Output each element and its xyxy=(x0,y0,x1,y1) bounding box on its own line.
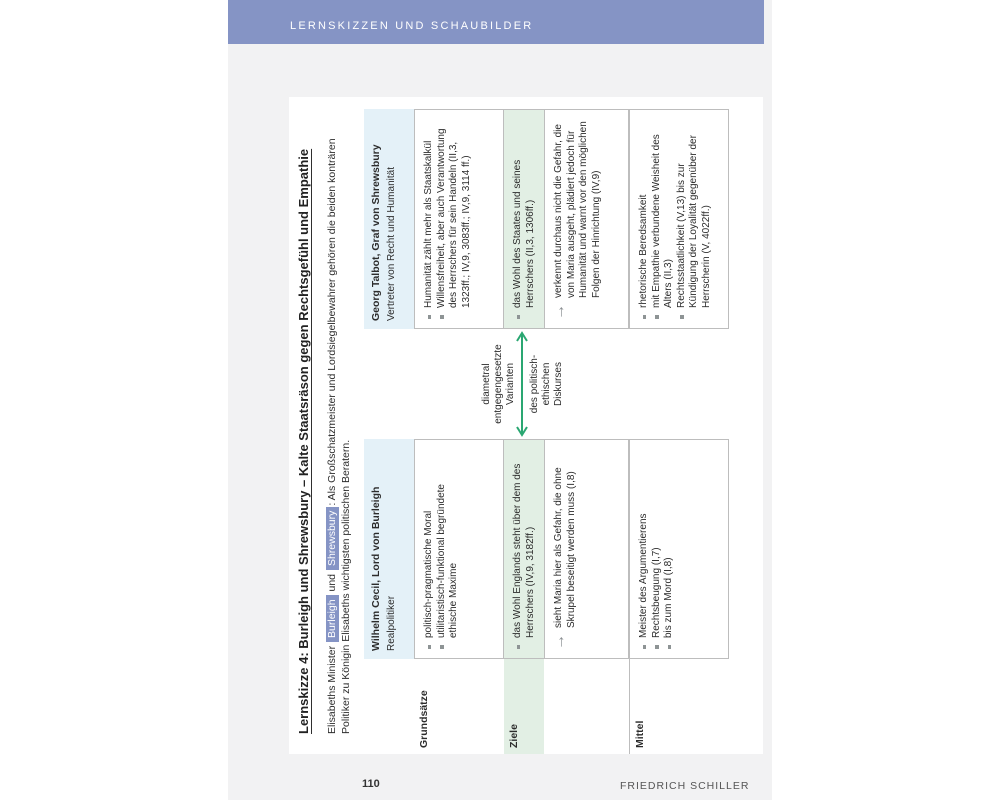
list-item: rhetorische Beredsamkeit xyxy=(638,118,651,320)
burleigh-ziele xyxy=(504,439,544,659)
page-header-bar xyxy=(228,0,764,44)
book-page xyxy=(228,0,772,800)
list-item: Rechtsbeugung (I,7) xyxy=(651,448,664,650)
burleigh-role: Realpolitiker xyxy=(385,595,397,651)
double-arrow-icon xyxy=(515,329,529,439)
list-item: politisch-pragmatische Moral xyxy=(423,448,436,650)
burleigh-grundsaetze xyxy=(414,439,504,659)
lernskizze-box xyxy=(289,97,763,754)
rotated-content xyxy=(289,97,763,754)
burleigh-tag: Burleigh xyxy=(326,595,339,642)
list-item: utilitaristisch-funktional begründete ethische Maxime xyxy=(436,448,461,650)
list-item: Meister des Argumentierens xyxy=(638,448,651,650)
shrewsbury-role: Vertreter von Recht und Humanität xyxy=(385,167,397,321)
list-item: mit Empathie verbundene Weisheit des Alters (II,3) xyxy=(651,118,676,320)
arrow-right-icon: → xyxy=(551,304,568,320)
lernskizze-title: Lernskizze 4: Burleigh und Shrewsbury – Kalte Staatsräson gegen Rechtsgefühl und Empathie xyxy=(296,148,311,734)
shrewsbury-header xyxy=(364,109,414,329)
list-item: Humanität zählt mehr als Staatskalkül xyxy=(423,118,436,320)
middle-label: diametral entgegengesetzte Varianten xyxy=(481,344,516,424)
intro-before: Elisabeths Minister xyxy=(326,645,338,734)
intro-und: und xyxy=(326,573,338,592)
arrow-right-icon: → xyxy=(551,634,568,650)
shrewsbury-name: Georg Talbot, Graf von Shrewsbury xyxy=(370,144,382,321)
shrewsbury-ziele xyxy=(504,109,544,329)
shrewsbury-ziele-arrow-text: verkennt durchaus nicht die Gefahr, die von Maria ausgeht, plädiert jedoch für Humanität und warnt vor den möglichen Folgen der Hinrichtung (IV,9) xyxy=(553,121,602,298)
list-item: bis zum Mord (I,8) xyxy=(663,448,676,650)
list-item: das Wohl des Staates und seines Herrschers (II,3, 1306ff.) xyxy=(512,118,537,320)
row-label-mittel: Mittel xyxy=(629,659,729,754)
burleigh-header xyxy=(364,439,414,659)
row-label-grundsaetze: Grundsätze xyxy=(418,690,430,748)
shrewsbury-grundsaetze xyxy=(414,109,504,329)
list-item: das Wohl Englands steht über dem des Herrschers (IV,9, 3182ff.) xyxy=(512,448,537,650)
list-item: Willensfreiheit, aber auch Verantwortung des Herrschers für sein Handeln (II,3, 1323ff.; IV,9, 3083ff.; IV,9, 3114 ff.) xyxy=(436,118,474,320)
shrewsbury-tag: Shrewsbury xyxy=(326,507,339,570)
list-item: Rechtsstaatlichkeit (V,13) bis zur Kündigung der Loyalität gegenüber der Herrscherin (V, 4022ff.) xyxy=(676,118,714,320)
page-number: 110 xyxy=(362,778,380,790)
burleigh-ziele-arrow-text: sieht Maria hier als Gefahr, die ohne Skrupel beseitigt werden muss (I,8) xyxy=(553,467,577,628)
burleigh-name: Wilhelm Cecil, Lord von Burleigh xyxy=(370,486,382,651)
shrewsbury-ziele-detail xyxy=(544,109,629,329)
section-header-title: LERNSKIZZEN UND SCHAUBILDER xyxy=(290,20,534,32)
running-footer-author: FRIEDRICH SCHILLER xyxy=(620,780,750,792)
intro-after: : Als Großschatzmeister und Lordsiegelbewahrer gehören die beiden konträren Politiker zu Königin Elisabeths wichtigsten politischen Beratern. xyxy=(326,138,352,734)
shrewsbury-mittel xyxy=(629,109,729,329)
row-label-ziele: Ziele xyxy=(504,659,544,754)
middle-label-lower: des politisch- ethischen Diskurses xyxy=(529,354,564,414)
intro-text xyxy=(325,134,353,734)
burleigh-ziele-detail xyxy=(544,439,629,659)
burleigh-mittel xyxy=(629,439,729,659)
